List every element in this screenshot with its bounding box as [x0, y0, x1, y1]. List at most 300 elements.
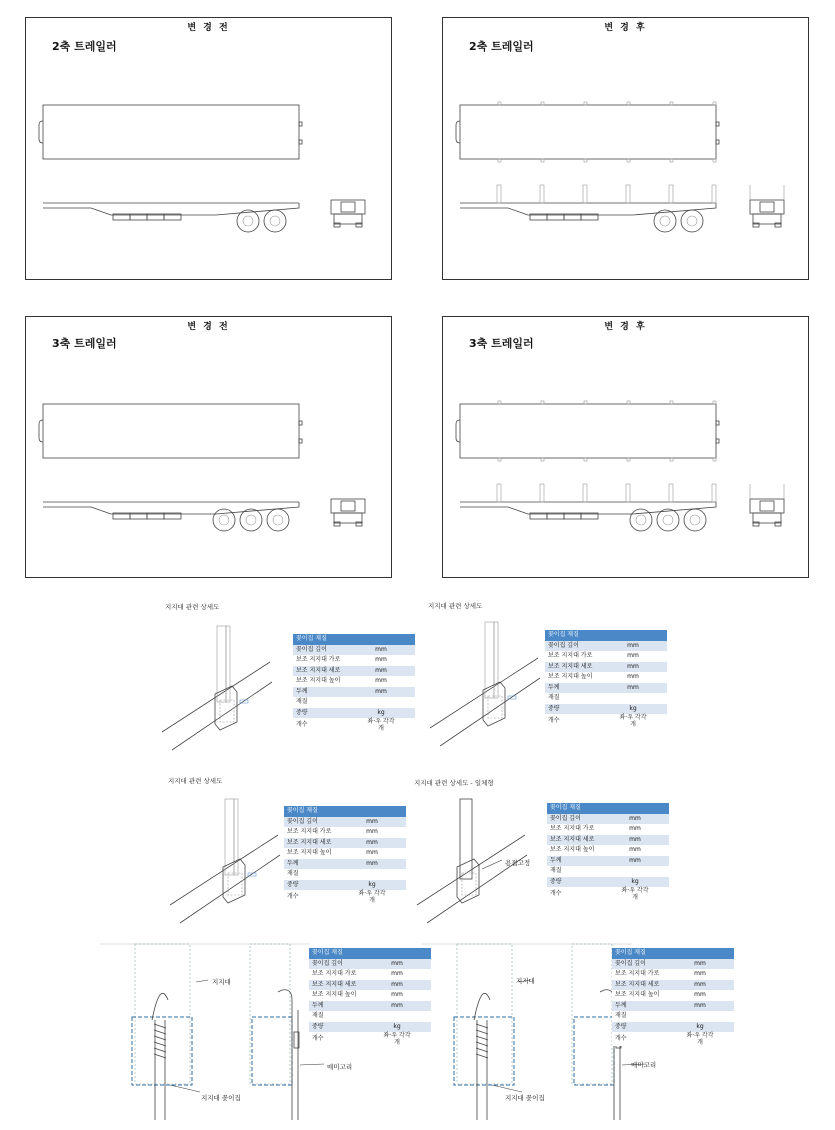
spec-header-cell	[599, 630, 667, 641]
spec-value: mm	[338, 817, 406, 828]
stake-pocket-top	[541, 401, 544, 404]
spec-row	[309, 1001, 431, 1012]
spring-coil	[476, 1030, 488, 1034]
spec-table	[612, 948, 734, 1046]
stake-post	[583, 185, 587, 203]
spec-row	[612, 980, 734, 991]
panel-subtitle: 3축 트레일러	[469, 337, 534, 350]
spec-value: 좌·우 각각 개	[363, 1032, 431, 1046]
spec-value: mm	[601, 856, 669, 867]
spec-value: mm	[599, 662, 667, 673]
hook-top	[152, 993, 168, 1020]
spring-coil	[154, 1036, 166, 1040]
spec-label: 꽂이집 깊이	[309, 959, 363, 970]
stake-pocket-top	[541, 102, 544, 105]
panel-3axle-before	[25, 316, 392, 578]
spec-value: 좌·우 각각 개	[601, 887, 669, 901]
spec-label: 중량	[284, 880, 338, 891]
spec-row	[545, 641, 667, 652]
wheel	[237, 210, 259, 232]
rail-line	[430, 658, 538, 728]
spec-label: 두께	[547, 856, 601, 867]
chassis-outline	[43, 203, 299, 215]
spec-value: 좌·우 각각 개	[666, 1032, 734, 1046]
stake-pocket-top	[670, 401, 673, 404]
socket-outline-right	[574, 1017, 614, 1085]
spec-label: 보조 지지대 가로	[309, 969, 363, 980]
spec-value: kg	[599, 704, 667, 715]
chassis-outline	[460, 502, 716, 514]
spec-row	[545, 651, 667, 662]
spec-row	[293, 655, 415, 666]
spec-header-cell	[601, 803, 669, 814]
spec-value: mm	[347, 676, 415, 687]
spec-label: 꽂이집 깊이	[545, 641, 599, 652]
support-outline-right	[250, 944, 290, 1084]
spec-row	[284, 838, 406, 849]
detail-group	[162, 626, 272, 750]
panel-3axle-after	[442, 316, 809, 578]
socket-detail-drawing	[168, 795, 283, 925]
wheel	[213, 509, 235, 531]
trailer-drawing	[26, 317, 393, 579]
panel-title: 변 경 후	[604, 322, 647, 332]
rail-line	[417, 835, 525, 905]
stake-pocket-top	[498, 102, 501, 105]
spec-label: 꽂이집 깊이	[284, 817, 338, 828]
trailer-top-view	[43, 404, 299, 458]
spec-label: 보조 지지대 높이	[293, 676, 347, 687]
spec-value	[666, 1011, 734, 1022]
spec-row	[547, 866, 669, 877]
wheel-hub	[660, 216, 670, 226]
spec-label: 재질	[309, 1011, 363, 1022]
spec-label: 재질	[545, 693, 599, 704]
stake-post	[583, 484, 587, 502]
spec-row	[293, 697, 415, 708]
stake-pocket-top	[670, 102, 673, 105]
panel-title: 변 경 전	[187, 322, 230, 332]
spec-header-cell: 꽂이집 재질	[547, 803, 601, 814]
spec-row	[309, 969, 431, 980]
panel-subtitle: 2축 트레일러	[469, 40, 534, 53]
spec-table	[547, 803, 669, 901]
spec-value: kg	[347, 708, 415, 719]
spec-row	[545, 693, 667, 704]
support-label: 지지대	[516, 977, 535, 985]
stake-pocket-top	[584, 102, 587, 105]
stake-post	[712, 185, 716, 203]
spec-value: 좌·우 각각 개	[599, 714, 667, 728]
spec-row	[293, 718, 415, 732]
marker-light	[299, 122, 302, 126]
wheel	[657, 509, 679, 531]
spec-value: mm	[599, 641, 667, 652]
wheel-hub	[636, 515, 646, 525]
spec-row	[293, 666, 415, 677]
spec-header-cell	[347, 634, 415, 645]
spec-row	[547, 877, 669, 888]
spec-value: mm	[338, 827, 406, 838]
spec-row	[284, 827, 406, 838]
detail-caption: 지지대 관련 상세도	[165, 603, 220, 611]
spec-table	[309, 948, 431, 1046]
rear-view-frame	[760, 501, 774, 511]
stake-post	[626, 185, 630, 203]
stake-pocket-bottom	[713, 159, 716, 162]
spec-label: 보조 지지대 높이	[612, 990, 666, 1001]
spec-row	[309, 1022, 431, 1033]
detail-group	[170, 799, 280, 923]
trailer-group	[39, 105, 365, 232]
spec-value: mm	[601, 824, 669, 835]
trailer-group	[456, 102, 784, 232]
spec-value	[601, 866, 669, 877]
wheel-hub	[690, 515, 700, 525]
spec-value: mm	[601, 814, 669, 825]
spec-header-cell: 꽂이집 재질	[284, 806, 338, 817]
marker-light	[716, 421, 719, 425]
spec-label: 보조 지지대 가로	[547, 824, 601, 835]
spec-label: 보조 지지대 높이	[547, 845, 601, 856]
rear-view-tire	[356, 522, 362, 526]
spec-value: kg	[363, 1022, 431, 1033]
spec-row	[284, 817, 406, 828]
stake-pocket-bottom	[498, 458, 501, 461]
marker-light	[716, 122, 719, 126]
stake-pocket-bottom	[584, 159, 587, 162]
stake-pocket-top	[584, 401, 587, 404]
marker-light	[299, 439, 302, 443]
kingpin-outline	[39, 420, 43, 442]
panel-subtitle: 2축 트레일러	[52, 40, 117, 53]
spec-row	[612, 959, 734, 970]
spec-header-cell	[338, 806, 406, 817]
socket-label: 지지대 꽂이집	[505, 1094, 545, 1102]
stake-pocket-top	[627, 102, 630, 105]
wheel	[240, 509, 262, 531]
spec-row	[612, 1032, 734, 1046]
spec-label: 개수	[612, 1032, 666, 1046]
spec-table	[545, 630, 667, 728]
stake-post	[669, 484, 673, 502]
spec-row	[309, 959, 431, 970]
stake-pocket-bottom	[670, 159, 673, 162]
stake-pocket-top	[498, 401, 501, 404]
spring-coil	[154, 1030, 166, 1034]
spec-value: mm	[347, 655, 415, 666]
spec-value	[347, 697, 415, 708]
spec-value: mm	[666, 990, 734, 1001]
wheel-hub	[246, 515, 256, 525]
socket-detail-drawing	[160, 622, 275, 752]
stake-pocket-top	[713, 102, 716, 105]
spec-table	[284, 806, 406, 904]
spec-label: 재질	[293, 697, 347, 708]
spec-row	[284, 880, 406, 891]
wheel-hub	[687, 216, 697, 226]
trailer-group	[39, 404, 365, 531]
stake-post	[669, 185, 673, 203]
panel-2axle-before	[25, 17, 392, 280]
socket-inner	[228, 873, 242, 895]
support-outline	[135, 944, 190, 1084]
spec-row	[547, 814, 669, 825]
spec-value: mm	[666, 969, 734, 980]
spec-label: 두께	[309, 1001, 363, 1012]
spec-value: mm	[338, 859, 406, 870]
wheel-hub	[273, 515, 283, 525]
wheel-hub	[219, 515, 229, 525]
spec-value: mm	[363, 980, 431, 991]
spec-label: 재질	[284, 869, 338, 880]
stake-post	[540, 484, 544, 502]
spec-label: 두께	[545, 683, 599, 694]
spec-row	[612, 969, 734, 980]
stake-pocket-bottom	[627, 159, 630, 162]
spec-label: 개수	[547, 887, 601, 901]
spec-label: 재질	[612, 1011, 666, 1022]
spec-label: 보조 지지대 세로	[293, 666, 347, 677]
stake-pocket-bottom	[627, 458, 630, 461]
spec-label: 두께	[293, 687, 347, 698]
spec-row	[612, 990, 734, 1001]
spec-value: mm	[666, 980, 734, 991]
panel-title: 변 경 후	[604, 23, 647, 33]
spring-coil	[154, 1048, 166, 1052]
spring-coil	[476, 1036, 488, 1040]
trailer-drawing	[443, 317, 810, 579]
spec-row	[545, 714, 667, 728]
spec-row	[612, 1022, 734, 1033]
spec-label: 보조 지지대 가로	[612, 969, 666, 980]
support-post	[460, 799, 472, 879]
leader-line	[196, 980, 208, 982]
spec-row	[309, 990, 431, 1001]
spec-label: 보조 지지대 가로	[545, 651, 599, 662]
spec-header-row	[293, 634, 415, 645]
spec-row	[612, 1011, 734, 1022]
spec-row	[547, 845, 669, 856]
chassis-outline	[460, 203, 716, 215]
socket-label: 지지대 꽂이집	[201, 1094, 241, 1102]
stake-pocket-bottom	[541, 458, 544, 461]
socket-outline-right	[252, 1017, 292, 1085]
spec-label: 개수	[545, 714, 599, 728]
wheel	[267, 509, 289, 531]
spec-label: 보조 지지대 세로	[612, 980, 666, 991]
spec-row	[284, 869, 406, 880]
spec-header-cell: 꽂이집 재질	[293, 634, 347, 645]
spring-coil	[476, 1042, 488, 1046]
spec-value: mm	[363, 969, 431, 980]
spec-row	[284, 848, 406, 859]
rear-view-tire	[775, 522, 781, 526]
spec-value: kg	[338, 880, 406, 891]
rear-view-tire	[334, 522, 340, 526]
spec-row	[309, 980, 431, 991]
wheel-hub	[663, 515, 673, 525]
spec-header-cell: 꽂이집 재질	[545, 630, 599, 641]
spring-coil	[476, 1048, 488, 1052]
panel-2axle-after	[442, 17, 809, 280]
spring-coil	[476, 1054, 488, 1058]
spec-label: 꽂이집 깊이	[612, 959, 666, 970]
rear-view-frame	[760, 202, 774, 212]
spec-value: mm	[347, 666, 415, 677]
spec-value: 좌·우 각각 개	[338, 890, 406, 904]
spec-label: 두께	[612, 1001, 666, 1012]
marker-light	[716, 439, 719, 443]
rear-view-tire	[753, 522, 759, 526]
spec-label: 보조 지지대 세로	[545, 662, 599, 673]
spec-label: 중량	[547, 877, 601, 888]
spec-label: 개수	[293, 718, 347, 732]
spec-value: mm	[347, 687, 415, 698]
socket-inner	[488, 696, 502, 718]
hook-label: 매미고리	[631, 1061, 657, 1069]
spec-value: mm	[599, 683, 667, 694]
wheel	[684, 509, 706, 531]
stake-pocket-bottom	[498, 159, 501, 162]
kingpin-outline	[456, 121, 460, 143]
spec-value: mm	[666, 959, 734, 970]
spec-row	[309, 1032, 431, 1046]
spec-value: mm	[363, 1001, 431, 1012]
spec-row	[545, 683, 667, 694]
spec-label: 개수	[284, 890, 338, 904]
rear-view-frame	[341, 202, 355, 212]
spec-value: 좌·우 각각 개	[347, 718, 415, 732]
rear-view-axle	[753, 513, 781, 523]
wheel	[630, 509, 652, 531]
marker-light	[299, 421, 302, 425]
stake-pocket-bottom	[541, 159, 544, 162]
spec-label: 중량	[309, 1022, 363, 1033]
stake-post	[497, 484, 501, 502]
spec-row	[309, 1011, 431, 1022]
spec-value: mm	[363, 990, 431, 1001]
stake-pocket-top	[627, 401, 630, 404]
stake-post	[626, 484, 630, 502]
spec-header-row	[545, 630, 667, 641]
wheel-hub	[243, 216, 253, 226]
spec-row	[545, 662, 667, 673]
weld-callout: 용접고정	[505, 859, 531, 867]
hook-label: 매미고리	[327, 1063, 353, 1071]
detail-caption: 지지대 관련 상세도	[168, 777, 223, 785]
spec-value	[363, 1011, 431, 1022]
spec-header-cell: 꽂이집 재질	[309, 948, 363, 959]
rear-view-axle	[753, 214, 781, 224]
spec-label: 개수	[309, 1032, 363, 1046]
hook-rod	[155, 1020, 165, 1120]
spec-row	[547, 856, 669, 867]
spec-row	[612, 1001, 734, 1012]
spec-value	[338, 869, 406, 880]
marker-light	[299, 140, 302, 144]
rail-line	[170, 835, 278, 905]
socket-inner	[220, 700, 234, 722]
spec-value: mm	[338, 838, 406, 849]
leader-line	[492, 1085, 522, 1092]
stake-pocket-bottom	[584, 458, 587, 461]
hook-rod	[477, 1020, 487, 1120]
support-outline-right	[572, 944, 612, 1084]
rear-view-axle	[334, 513, 362, 523]
spec-row	[547, 824, 669, 835]
spec-row	[293, 676, 415, 687]
spec-row	[293, 645, 415, 656]
spec-header-cell: 꽂이집 재질	[612, 948, 666, 959]
wheel-hub	[270, 216, 280, 226]
stake-post	[497, 185, 501, 203]
stake-pocket-bottom	[713, 458, 716, 461]
spec-label: 보조 지지대 가로	[293, 655, 347, 666]
spec-label: 보조 지지대 높이	[309, 990, 363, 1001]
spec-value: mm	[601, 845, 669, 856]
rail-line	[162, 662, 270, 732]
spec-header-row	[547, 803, 669, 814]
spec-label: 꽂이집 깊이	[547, 814, 601, 825]
trailer-top-view	[460, 404, 716, 458]
spring-coil	[154, 1042, 166, 1046]
detail-caption: 지지대 관련 상세도 - 일체형	[414, 779, 494, 787]
panel-title: 변 경 전	[187, 23, 230, 33]
spec-row	[293, 687, 415, 698]
support-outline	[457, 944, 512, 1084]
leader-line	[170, 1085, 200, 1092]
spring-coil	[154, 1054, 166, 1058]
wheel	[264, 210, 286, 232]
wheel	[681, 210, 703, 232]
spec-label: 보조 지지대 세로	[284, 838, 338, 849]
spec-label: 두께	[284, 859, 338, 870]
chassis-outline	[43, 502, 299, 514]
panel-subtitle: 3축 트레일러	[52, 337, 117, 350]
stake-pocket-top	[713, 401, 716, 404]
trailer-top-view	[43, 105, 299, 159]
spec-label: 중량	[293, 708, 347, 719]
spec-label: 재질	[547, 866, 601, 877]
wheel	[654, 210, 676, 232]
spec-label: 중량	[612, 1022, 666, 1033]
spec-label: 보조 지지대 가로	[284, 827, 338, 838]
spec-header-row	[284, 806, 406, 817]
spec-row	[284, 859, 406, 870]
rear-view-axle	[334, 214, 362, 224]
spec-row	[293, 708, 415, 719]
spec-label: 중량	[545, 704, 599, 715]
kingpin-outline	[39, 121, 43, 143]
socket-detail-drawing	[428, 618, 543, 748]
spec-label: 보조 지지대 높이	[545, 672, 599, 683]
spec-value: mm	[338, 848, 406, 859]
spec-value: mm	[599, 672, 667, 683]
spec-value: kg	[601, 877, 669, 888]
detail-caption: 지지대 관련 상세도	[428, 602, 483, 610]
hook-latch	[278, 990, 298, 1120]
spec-header-cell	[363, 948, 431, 959]
spec-header-row	[612, 948, 734, 959]
spec-value: mm	[601, 835, 669, 846]
spec-header-cell	[666, 948, 734, 959]
spec-row	[545, 704, 667, 715]
spec-label: 보조 지지대 세로	[547, 835, 601, 846]
spec-value: mm	[666, 1001, 734, 1012]
marker-light	[716, 140, 719, 144]
leader-line	[300, 1064, 324, 1065]
